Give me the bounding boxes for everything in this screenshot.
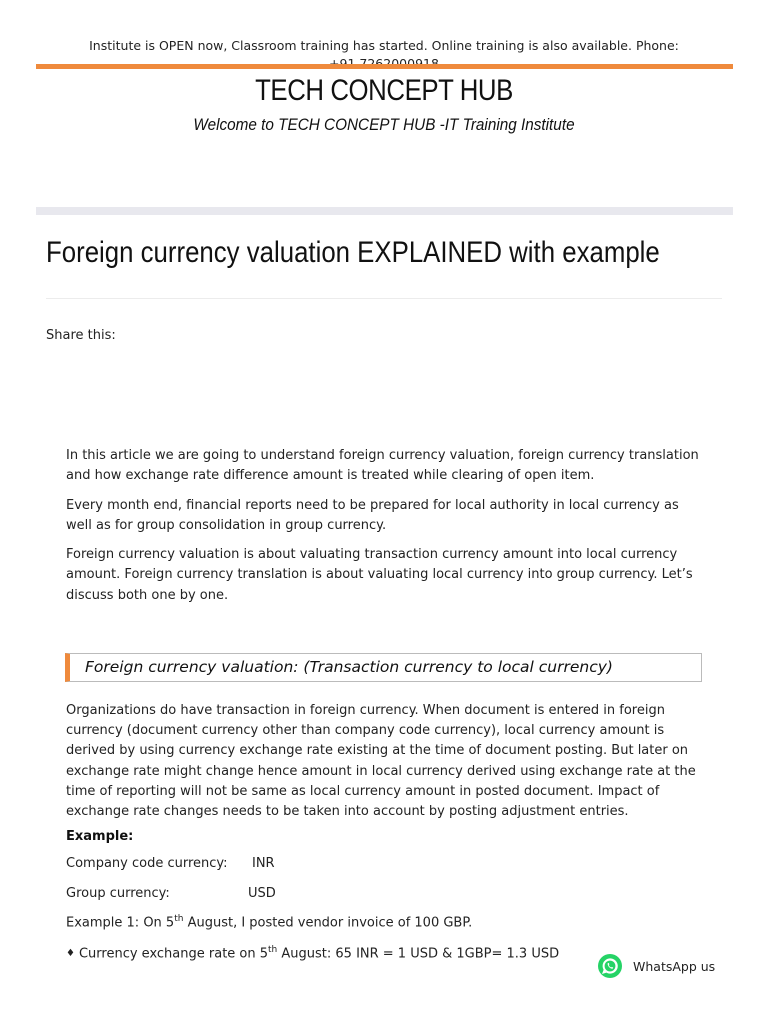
exchange-rate-bullet — [66, 945, 559, 961]
section-heading-box — [65, 653, 702, 682]
ordinal-suffix: th — [174, 914, 184, 924]
company-code-currency-value: INR — [252, 856, 275, 871]
site-tagline: Welcome to TECH CONCEPT HUB -IT Training Institute — [193, 115, 575, 134]
page-title: Foreign currency valuation EXPLAINED with example — [46, 236, 660, 269]
group-currency-value: USD — [248, 886, 276, 901]
intro-paragraph: Every month end, financial reports need to be prepared for local authority in local currency as well as for group consolidation in group currency. — [66, 497, 679, 533]
site-title[interactable]: TECH CONCEPT HUB — [255, 74, 513, 107]
example-one-suffix: August, I posted vendor invoice of 100 GBP. — [183, 915, 473, 931]
company-code-currency-label: Company code currency: — [66, 856, 228, 871]
header-divider-band — [36, 207, 733, 215]
article-intro — [66, 446, 706, 615]
whatsapp-button[interactable] — [597, 953, 715, 979]
share-label: Share this: — [46, 328, 116, 343]
bullet-prefix: Currency exchange rate on 5 — [78, 946, 269, 962]
whatsapp-icon — [597, 953, 623, 979]
title-divider — [46, 298, 722, 299]
intro-paragraph: Foreign currency valuation is about valuating transaction currency amount into local currency amount. Foreign currency translation is about valuating local currency into group currency. Let’s discuss both one by one. — [66, 547, 693, 603]
whatsapp-label[interactable]: WhatsApp us — [633, 958, 716, 974]
example-label: Example: — [66, 829, 134, 844]
intro-paragraph: In this article we are going to understand foreign currency valuation, foreign currency translation and how exchange rate difference amount is treated while clearing of open item. — [66, 448, 699, 484]
company-code-currency-row — [66, 856, 275, 871]
announcement-text: Institute is OPEN now, Classroom training has started. Online training is also available. Phone: — [89, 38, 679, 53]
group-currency-row — [66, 886, 276, 901]
group-currency-label: Group currency: — [66, 886, 170, 901]
diamond-bullet-icon: ♦ — [66, 948, 75, 960]
bullet-suffix: August: 65 INR = 1 USD & 1GBP= 1.3 USD — [277, 946, 560, 962]
ordinal-suffix: th — [268, 945, 278, 955]
section-heading: Foreign currency valuation: (Transaction currency to local currency) — [85, 658, 613, 676]
example-one-prefix: Example 1: On 5 — [66, 915, 175, 931]
header-accent-line — [36, 64, 733, 69]
example-one-line — [66, 914, 472, 930]
org-paragraph: Organizations do have transaction in foreign currency. When document is entered in foreign currency (document currency other than company code currency), local currency amount is derived by using currency exchange rate existing at the time of document posting. But later on exchange rate might change hence amount in local currency derived using exchange rate at the time of reporting will not be same as local currency amount in posted document. Impact of exchange rate changes needs to be taken into account by posting adjustment entries. — [66, 703, 696, 820]
